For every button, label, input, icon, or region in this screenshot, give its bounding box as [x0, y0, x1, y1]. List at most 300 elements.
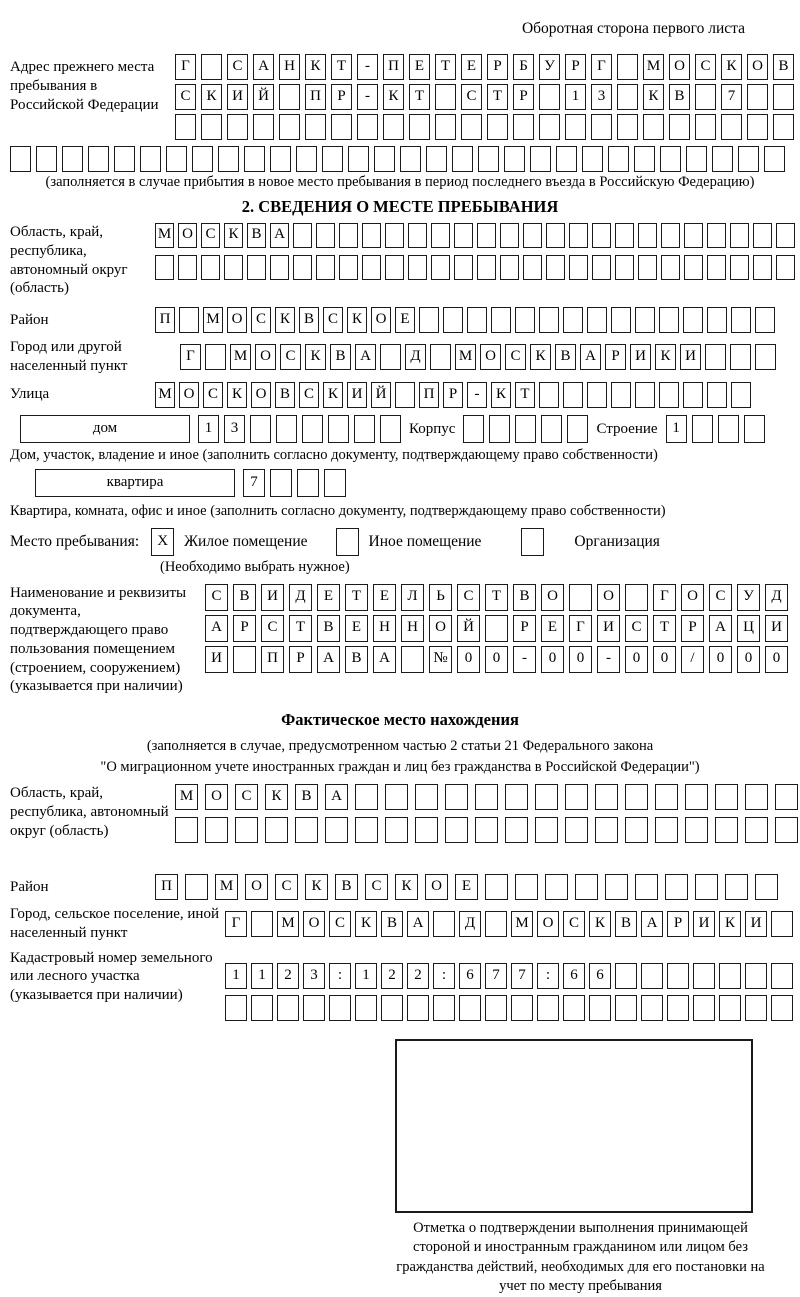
char-cell[interactable] — [513, 114, 534, 140]
char-cell[interactable] — [489, 415, 510, 443]
char-cell[interactable]: - — [597, 646, 620, 673]
char-cell[interactable] — [452, 146, 473, 172]
char-cell[interactable]: С — [299, 382, 319, 408]
char-cell[interactable]: № — [429, 646, 452, 673]
char-cell[interactable] — [515, 415, 536, 443]
char-cell[interactable]: Й — [371, 382, 391, 408]
char-cell[interactable] — [611, 382, 631, 408]
char-cell[interactable] — [485, 995, 507, 1021]
char-cell[interactable]: П — [261, 646, 284, 673]
char-cell[interactable] — [684, 223, 703, 248]
char-cell[interactable] — [244, 146, 265, 172]
char-cell[interactable] — [745, 784, 768, 810]
char-cell[interactable] — [683, 307, 703, 333]
char-cell[interactable]: В — [513, 584, 536, 611]
char-cell[interactable] — [505, 817, 528, 843]
char-cell[interactable] — [539, 307, 559, 333]
char-cell[interactable] — [235, 817, 258, 843]
char-cell[interactable] — [407, 995, 429, 1021]
char-cell[interactable]: Р — [513, 615, 536, 642]
char-cell[interactable] — [563, 307, 583, 333]
char-cell[interactable] — [293, 223, 312, 248]
char-cell[interactable]: К — [227, 382, 247, 408]
char-cell[interactable] — [605, 874, 628, 900]
char-cell[interactable]: Т — [485, 584, 508, 611]
char-cell[interactable] — [695, 874, 718, 900]
char-cell[interactable] — [655, 784, 678, 810]
char-cell[interactable] — [247, 255, 266, 280]
char-cell[interactable] — [475, 817, 498, 843]
char-cell[interactable] — [587, 307, 607, 333]
char-cell[interactable]: В — [299, 307, 319, 333]
char-cell[interactable] — [224, 255, 243, 280]
char-cell[interactable]: А — [709, 615, 732, 642]
char-cell[interactable] — [62, 146, 83, 172]
char-cell[interactable] — [485, 615, 508, 642]
char-cell[interactable]: К — [719, 911, 741, 937]
char-cell[interactable] — [719, 963, 741, 989]
char-cell[interactable] — [523, 255, 542, 280]
char-cell[interactable]: Г — [225, 911, 247, 937]
char-cell[interactable]: С — [695, 54, 716, 80]
char-cell[interactable] — [385, 255, 404, 280]
char-cell[interactable] — [569, 223, 588, 248]
char-cell[interactable]: : — [537, 963, 559, 989]
char-cell[interactable]: С — [709, 584, 732, 611]
char-cell[interactable] — [218, 146, 239, 172]
char-cell[interactable] — [592, 223, 611, 248]
char-cell[interactable]: К — [347, 307, 367, 333]
char-cell[interactable]: Р — [289, 646, 312, 673]
char-cell[interactable]: В — [295, 784, 318, 810]
char-cell[interactable] — [776, 223, 795, 248]
char-cell[interactable]: И — [205, 646, 228, 673]
char-cell[interactable]: - — [357, 84, 378, 110]
char-cell[interactable]: 1 — [251, 963, 273, 989]
char-cell[interactable] — [205, 817, 228, 843]
char-cell[interactable]: К — [275, 307, 295, 333]
char-cell[interactable]: С — [203, 382, 223, 408]
char-cell[interactable] — [707, 223, 726, 248]
char-cell[interactable]: О — [747, 54, 768, 80]
char-cell[interactable]: У — [737, 584, 760, 611]
char-cell[interactable]: Р — [681, 615, 704, 642]
char-cell[interactable] — [669, 114, 690, 140]
char-cell[interactable] — [643, 114, 664, 140]
char-cell[interactable]: С — [457, 584, 480, 611]
char-cell[interactable] — [523, 223, 542, 248]
char-cell[interactable] — [611, 307, 631, 333]
char-cell[interactable]: 0 — [737, 646, 760, 673]
char-cell[interactable] — [625, 784, 648, 810]
char-cell[interactable]: И — [630, 344, 651, 370]
char-cell[interactable] — [535, 784, 558, 810]
char-cell[interactable]: С — [365, 874, 388, 900]
char-cell[interactable]: О — [178, 223, 197, 248]
char-cell[interactable] — [565, 817, 588, 843]
char-cell[interactable] — [293, 255, 312, 280]
char-cell[interactable]: 3 — [591, 84, 612, 110]
char-cell[interactable]: К — [224, 223, 243, 248]
char-cell[interactable]: : — [329, 963, 351, 989]
char-cell[interactable]: М — [215, 874, 238, 900]
char-cell[interactable]: Г — [591, 54, 612, 80]
char-cell[interactable] — [667, 995, 689, 1021]
char-cell[interactable]: 2 — [277, 963, 299, 989]
char-cell[interactable]: Е — [455, 874, 478, 900]
char-cell[interactable] — [431, 255, 450, 280]
char-cell[interactable]: М — [230, 344, 251, 370]
char-cell[interactable] — [295, 817, 318, 843]
char-cell[interactable] — [731, 382, 751, 408]
char-cell[interactable] — [745, 963, 767, 989]
char-cell[interactable]: В — [233, 584, 256, 611]
char-cell[interactable] — [537, 995, 559, 1021]
char-cell[interactable]: М — [643, 54, 664, 80]
char-cell[interactable] — [302, 415, 323, 443]
char-cell[interactable] — [539, 84, 560, 110]
char-cell[interactable] — [225, 995, 247, 1021]
char-cell[interactable] — [400, 146, 421, 172]
char-cell[interactable]: О — [227, 307, 247, 333]
char-cell[interactable]: Р — [443, 382, 463, 408]
char-cell[interactable] — [635, 874, 658, 900]
char-cell[interactable]: Т — [345, 584, 368, 611]
char-cell[interactable]: С — [261, 615, 284, 642]
char-cell[interactable] — [753, 223, 772, 248]
char-cell[interactable]: У — [539, 54, 560, 80]
char-cell[interactable] — [463, 415, 484, 443]
char-cell[interactable] — [339, 223, 358, 248]
char-cell[interactable]: Г — [180, 344, 201, 370]
char-cell[interactable]: 1 — [666, 415, 687, 443]
char-cell[interactable] — [595, 817, 618, 843]
char-cell[interactable] — [641, 995, 663, 1021]
char-cell[interactable]: 0 — [541, 646, 564, 673]
char-cell[interactable] — [771, 963, 793, 989]
char-cell[interactable] — [316, 223, 335, 248]
char-cell[interactable] — [500, 255, 519, 280]
char-cell[interactable] — [433, 995, 455, 1021]
char-cell[interactable]: Д — [289, 584, 312, 611]
char-cell[interactable] — [270, 469, 292, 497]
char-cell[interactable] — [595, 784, 618, 810]
char-cell[interactable]: П — [383, 54, 404, 80]
char-cell[interactable] — [773, 84, 794, 110]
char-cell[interactable]: И — [745, 911, 767, 937]
char-cell[interactable] — [546, 223, 565, 248]
char-cell[interactable]: И — [693, 911, 715, 937]
char-cell[interactable] — [251, 911, 273, 937]
char-cell[interactable] — [738, 146, 759, 172]
char-cell[interactable]: 6 — [563, 963, 585, 989]
char-cell[interactable]: П — [305, 84, 326, 110]
char-cell[interactable] — [467, 307, 487, 333]
char-cell[interactable] — [755, 874, 778, 900]
char-cell[interactable] — [445, 784, 468, 810]
char-cell[interactable]: С — [563, 911, 585, 937]
char-cell[interactable] — [539, 114, 560, 140]
char-cell[interactable]: К — [201, 84, 222, 110]
char-cell[interactable] — [615, 963, 637, 989]
char-cell[interactable] — [635, 307, 655, 333]
char-cell[interactable] — [227, 114, 248, 140]
char-cell[interactable] — [36, 146, 57, 172]
char-cell[interactable] — [419, 307, 439, 333]
char-cell[interactable]: К — [721, 54, 742, 80]
char-cell[interactable] — [686, 146, 707, 172]
char-cell[interactable] — [385, 817, 408, 843]
char-cell[interactable]: Р — [605, 344, 626, 370]
char-cell[interactable] — [705, 344, 726, 370]
char-cell[interactable]: С — [323, 307, 343, 333]
char-cell[interactable]: Р — [565, 54, 586, 80]
char-cell[interactable] — [755, 344, 776, 370]
char-cell[interactable] — [659, 382, 679, 408]
char-cell[interactable] — [485, 874, 508, 900]
char-cell[interactable] — [205, 344, 226, 370]
char-cell[interactable] — [685, 817, 708, 843]
char-cell[interactable]: И — [680, 344, 701, 370]
char-cell[interactable]: Е — [345, 615, 368, 642]
char-cell[interactable] — [385, 223, 404, 248]
checkbox-organization[interactable] — [521, 528, 544, 556]
char-cell[interactable] — [500, 223, 519, 248]
char-cell[interactable]: К — [355, 911, 377, 937]
char-cell[interactable]: П — [155, 307, 175, 333]
char-cell[interactable] — [445, 817, 468, 843]
char-cell[interactable]: Н — [401, 615, 424, 642]
char-cell[interactable]: С — [205, 584, 228, 611]
char-cell[interactable] — [569, 255, 588, 280]
char-cell[interactable] — [409, 114, 430, 140]
char-cell[interactable]: А — [373, 646, 396, 673]
char-cell[interactable]: 0 — [457, 646, 480, 673]
char-cell[interactable] — [655, 817, 678, 843]
char-cell[interactable]: П — [155, 874, 178, 900]
char-cell[interactable]: С — [201, 223, 220, 248]
char-cell[interactable]: 3 — [224, 415, 245, 443]
char-cell[interactable]: П — [419, 382, 439, 408]
char-cell[interactable]: О — [541, 584, 564, 611]
char-cell[interactable]: В — [317, 615, 340, 642]
char-cell[interactable]: О — [480, 344, 501, 370]
char-cell[interactable] — [719, 995, 741, 1021]
char-cell[interactable] — [505, 784, 528, 810]
char-cell[interactable]: С — [505, 344, 526, 370]
char-cell[interactable] — [385, 784, 408, 810]
char-cell[interactable] — [592, 255, 611, 280]
char-cell[interactable] — [715, 784, 738, 810]
char-cell[interactable] — [617, 114, 638, 140]
char-cell[interactable]: Г — [653, 584, 676, 611]
char-cell[interactable] — [250, 415, 271, 443]
char-cell[interactable] — [348, 146, 369, 172]
char-cell[interactable]: В — [247, 223, 266, 248]
char-cell[interactable] — [515, 874, 538, 900]
char-cell[interactable]: И — [227, 84, 248, 110]
char-cell[interactable]: М — [277, 911, 299, 937]
char-cell[interactable]: В — [669, 84, 690, 110]
char-cell[interactable]: 1 — [355, 963, 377, 989]
char-cell[interactable]: Т — [289, 615, 312, 642]
char-cell[interactable] — [478, 146, 499, 172]
char-cell[interactable] — [303, 995, 325, 1021]
char-cell[interactable]: К — [383, 84, 404, 110]
char-cell[interactable]: О — [371, 307, 391, 333]
char-cell[interactable] — [201, 54, 222, 80]
char-cell[interactable] — [381, 995, 403, 1021]
char-cell[interactable]: О — [669, 54, 690, 80]
char-cell[interactable]: К — [491, 382, 511, 408]
char-cell[interactable] — [685, 784, 708, 810]
char-cell[interactable]: В — [345, 646, 368, 673]
char-cell[interactable] — [325, 817, 348, 843]
char-cell[interactable]: С — [175, 84, 196, 110]
char-cell[interactable]: О — [537, 911, 559, 937]
char-cell[interactable] — [140, 146, 161, 172]
char-cell[interactable]: С — [251, 307, 271, 333]
char-cell[interactable] — [179, 307, 199, 333]
char-cell[interactable] — [324, 469, 346, 497]
char-cell[interactable]: 2 — [381, 963, 403, 989]
char-cell[interactable]: 0 — [765, 646, 788, 673]
char-cell[interactable] — [692, 415, 713, 443]
char-cell[interactable]: О — [681, 584, 704, 611]
char-cell[interactable] — [10, 146, 31, 172]
char-cell[interactable]: Е — [317, 584, 340, 611]
char-cell[interactable] — [362, 223, 381, 248]
char-cell[interactable] — [380, 344, 401, 370]
char-cell[interactable]: М — [175, 784, 198, 810]
char-cell[interactable]: С — [461, 84, 482, 110]
char-cell[interactable] — [185, 874, 208, 900]
char-cell[interactable]: / — [681, 646, 704, 673]
char-cell[interactable]: А — [317, 646, 340, 673]
char-cell[interactable] — [771, 995, 793, 1021]
char-cell[interactable]: Н — [373, 615, 396, 642]
char-cell[interactable] — [175, 114, 196, 140]
char-cell[interactable]: М — [511, 911, 533, 937]
char-cell[interactable] — [730, 223, 749, 248]
char-cell[interactable] — [265, 817, 288, 843]
char-cell[interactable] — [660, 146, 681, 172]
char-cell[interactable] — [430, 344, 451, 370]
char-cell[interactable] — [563, 382, 583, 408]
char-cell[interactable]: М — [155, 382, 175, 408]
char-cell[interactable] — [515, 307, 535, 333]
char-cell[interactable]: К — [305, 54, 326, 80]
char-cell[interactable] — [615, 995, 637, 1021]
char-cell[interactable]: А — [205, 615, 228, 642]
char-cell[interactable] — [661, 223, 680, 248]
char-cell[interactable] — [415, 817, 438, 843]
char-cell[interactable] — [718, 415, 739, 443]
char-cell[interactable]: Е — [409, 54, 430, 80]
char-cell[interactable] — [556, 146, 577, 172]
char-cell[interactable]: О — [429, 615, 452, 642]
char-cell[interactable] — [615, 255, 634, 280]
char-cell[interactable] — [587, 382, 607, 408]
char-cell[interactable] — [339, 255, 358, 280]
char-cell[interactable] — [504, 146, 525, 172]
char-cell[interactable]: С — [227, 54, 248, 80]
char-cell[interactable] — [251, 995, 273, 1021]
char-cell[interactable] — [693, 963, 715, 989]
char-cell[interactable]: И — [347, 382, 367, 408]
char-cell[interactable] — [354, 415, 375, 443]
char-cell[interactable]: : — [433, 963, 455, 989]
char-cell[interactable]: А — [325, 784, 348, 810]
char-cell[interactable]: 6 — [589, 963, 611, 989]
char-cell[interactable]: 0 — [625, 646, 648, 673]
char-cell[interactable]: А — [355, 344, 376, 370]
char-cell[interactable] — [201, 114, 222, 140]
char-cell[interactable] — [575, 874, 598, 900]
char-cell[interactable]: К — [265, 784, 288, 810]
char-cell[interactable]: К — [643, 84, 664, 110]
char-cell[interactable]: А — [253, 54, 274, 80]
char-cell[interactable] — [383, 114, 404, 140]
char-cell[interactable] — [408, 255, 427, 280]
char-cell[interactable] — [374, 146, 395, 172]
char-cell[interactable] — [608, 146, 629, 172]
char-cell[interactable]: 7 — [243, 469, 265, 497]
char-cell[interactable] — [567, 415, 588, 443]
char-cell[interactable] — [725, 874, 748, 900]
char-cell[interactable] — [625, 584, 648, 611]
char-cell[interactable] — [475, 784, 498, 810]
char-cell[interactable] — [753, 255, 772, 280]
char-cell[interactable]: 1 — [198, 415, 219, 443]
char-cell[interactable]: Е — [461, 54, 482, 80]
char-cell[interactable] — [316, 255, 335, 280]
char-cell[interactable] — [715, 817, 738, 843]
char-cell[interactable] — [279, 114, 300, 140]
char-cell[interactable] — [771, 911, 793, 937]
char-cell[interactable]: С — [235, 784, 258, 810]
char-cell[interactable] — [745, 817, 768, 843]
char-cell[interactable] — [545, 874, 568, 900]
char-cell[interactable]: Й — [253, 84, 274, 110]
char-cell[interactable]: О — [245, 874, 268, 900]
char-cell[interactable]: 0 — [569, 646, 592, 673]
char-cell[interactable] — [634, 146, 655, 172]
char-cell[interactable] — [459, 995, 481, 1021]
char-cell[interactable]: А — [641, 911, 663, 937]
char-cell[interactable]: С — [280, 344, 301, 370]
char-cell[interactable] — [454, 255, 473, 280]
char-cell[interactable] — [435, 114, 456, 140]
char-cell[interactable] — [175, 817, 198, 843]
char-cell[interactable]: 1 — [225, 963, 247, 989]
char-cell[interactable]: В — [773, 54, 794, 80]
char-cell[interactable]: В — [555, 344, 576, 370]
char-cell[interactable] — [408, 223, 427, 248]
char-cell[interactable]: О — [205, 784, 228, 810]
char-cell[interactable] — [253, 114, 274, 140]
char-cell[interactable]: Т — [515, 382, 535, 408]
char-cell[interactable]: 3 — [303, 963, 325, 989]
char-cell[interactable]: И — [261, 584, 284, 611]
char-cell[interactable]: К — [655, 344, 676, 370]
char-cell[interactable] — [443, 307, 463, 333]
char-cell[interactable]: Е — [373, 584, 396, 611]
char-cell[interactable] — [401, 646, 424, 673]
checkbox-other-premises[interactable] — [336, 528, 359, 556]
char-cell[interactable]: Ц — [737, 615, 760, 642]
char-cell[interactable]: Н — [279, 54, 300, 80]
